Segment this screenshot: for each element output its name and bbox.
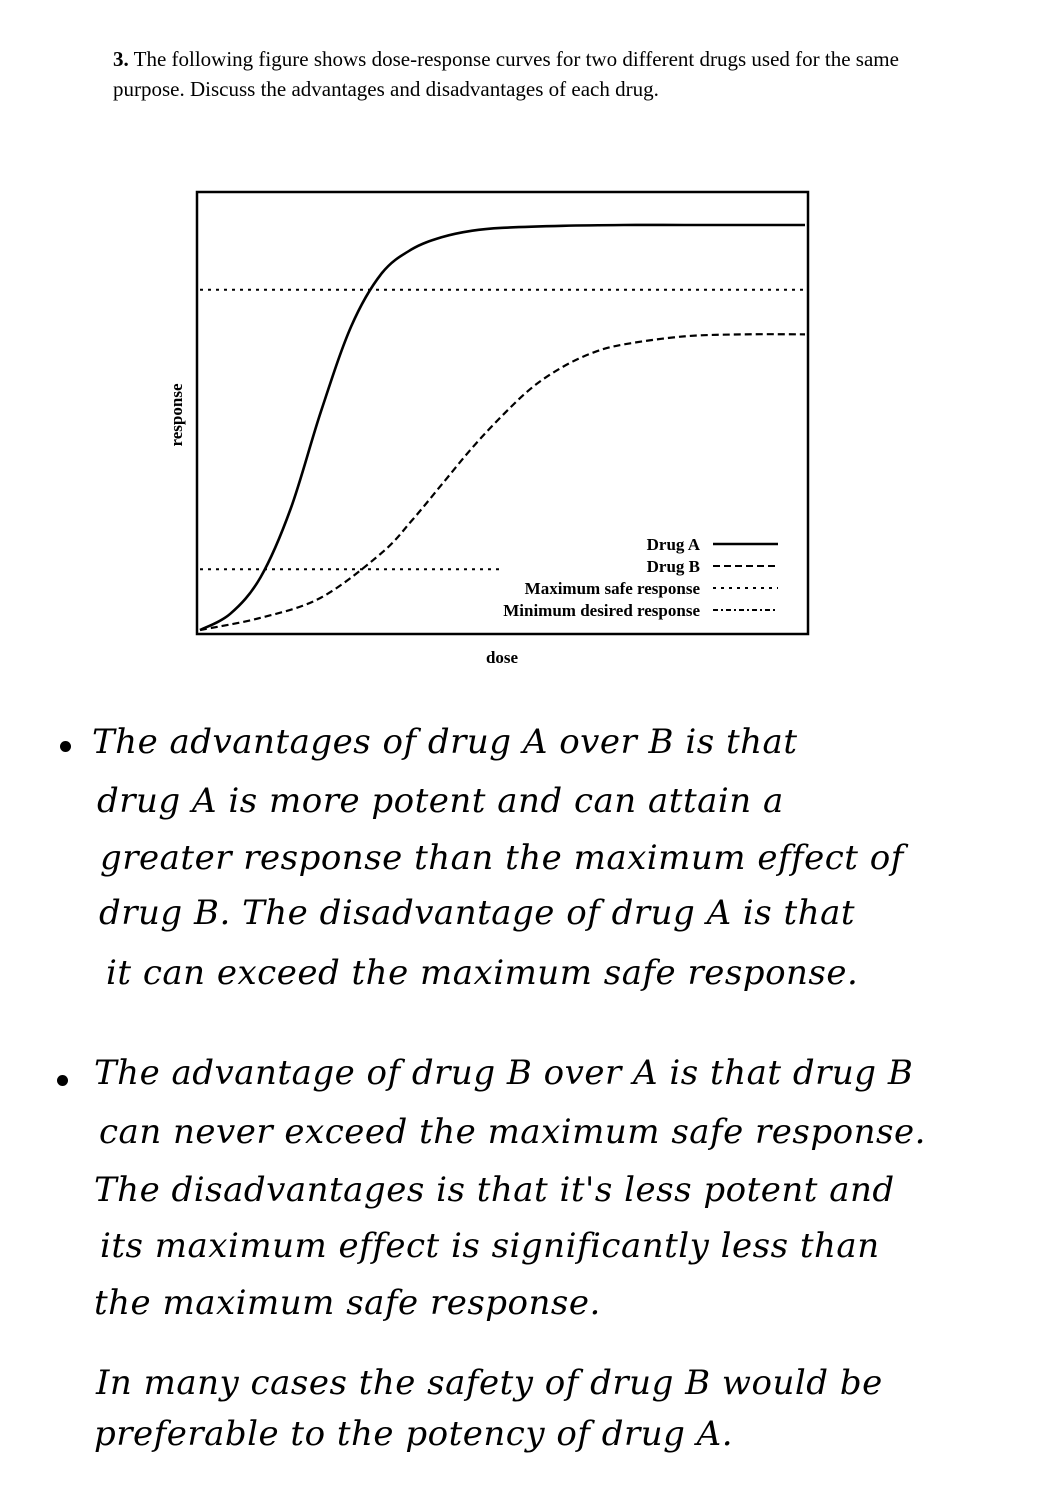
conclusion-line: In many cases the safety of drug B would be — [96, 1363, 883, 1403]
y-axis-label: response — [167, 383, 186, 447]
question-text — [113, 44, 973, 104]
answer-line: its maximum effect is significantly less than — [100, 1226, 880, 1266]
bullet-2 — [57, 1075, 68, 1086]
legend-label: Drug A — [646, 535, 700, 554]
legend-label: Maximum safe response — [524, 579, 700, 598]
bullet-1 — [60, 741, 71, 752]
series-line-drug-b — [200, 334, 805, 630]
answer-line: The advantages of drug A over B is that — [92, 722, 798, 762]
question-body: The following figure shows dose-response curves for two different drugs used for the same purpose. Discuss the advantages and disadvantages of each drug. — [113, 47, 899, 101]
answer-line: The disadvantages is that it's less potent and — [94, 1170, 895, 1210]
answer-line: can never exceed the maximum safe response. — [99, 1112, 926, 1152]
legend-label: Drug B — [646, 557, 700, 576]
answer-line: The advantage of drug B over A is that drug B — [94, 1053, 914, 1093]
chart-legend — [503, 535, 778, 620]
answer-line: drug B. The disadvantage of drug A is that — [99, 893, 856, 933]
x-axis-label: dose — [485, 648, 519, 667]
plot-frame — [197, 192, 808, 634]
answer-line: greater response than the maximum effect of — [100, 838, 904, 878]
answer-line: drug A is more potent and can attain a — [97, 781, 784, 821]
answer-line: it can exceed the maximum safe response. — [106, 953, 859, 993]
answer-line: the maximum safe response. — [94, 1283, 601, 1323]
plot-area — [197, 192, 808, 634]
reference-lines — [200, 290, 805, 569]
conclusion-line: preferable to the potency of drug A. — [94, 1414, 734, 1454]
dose-response-chart — [160, 180, 840, 680]
question-number: 3. — [113, 47, 129, 71]
legend-label: Minimum desired response — [503, 601, 700, 620]
